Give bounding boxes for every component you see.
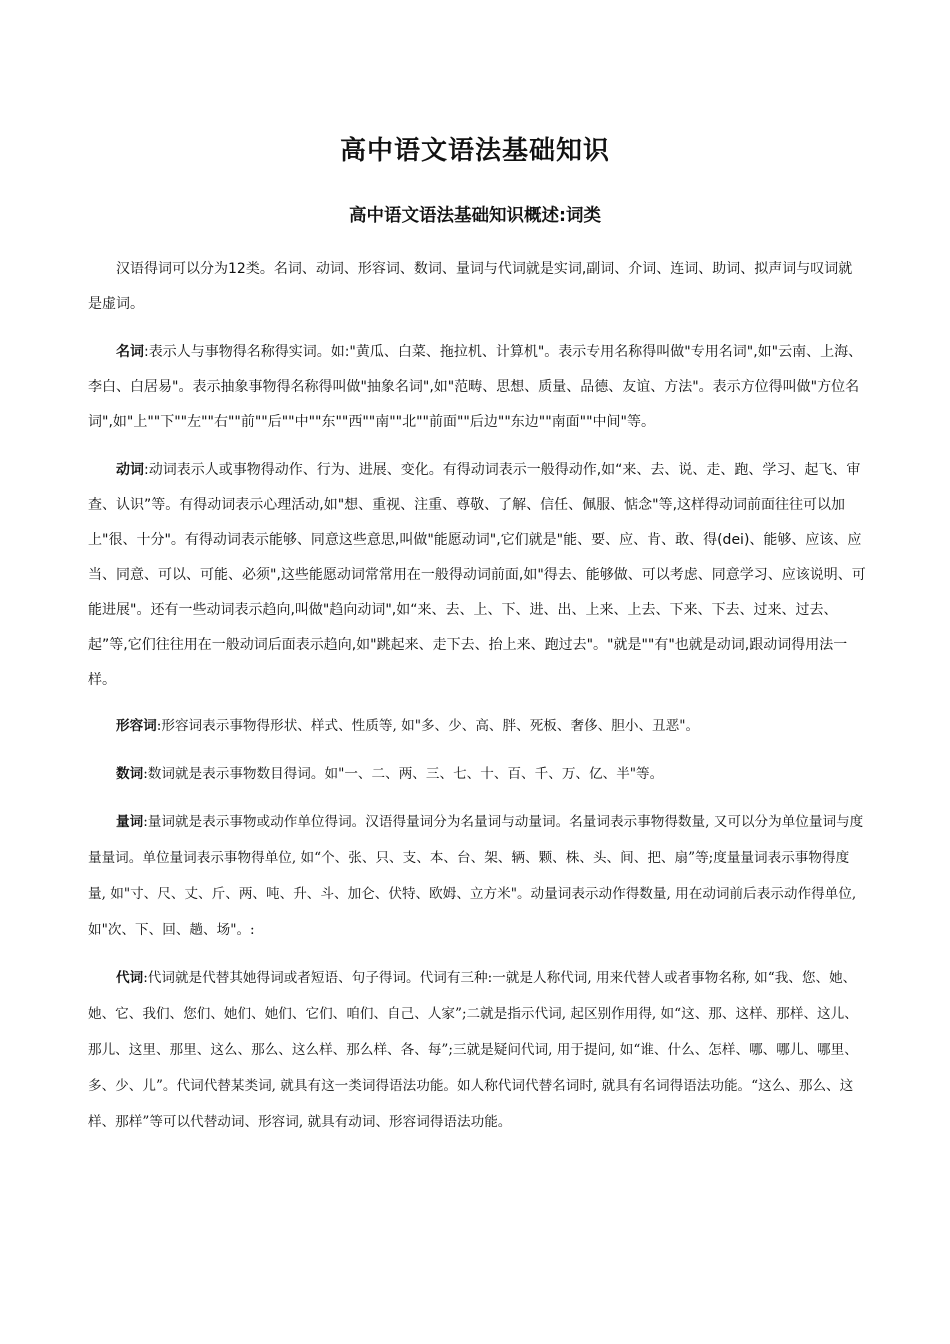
verb-paragraph (88, 453, 866, 698)
intro-paragraph: 汉语得词可以分为12类。名词、动词、形容词、数词、量词与代词就是实词,副词、介词、连词、助词、拟声词与叹词就是虚词。 (88, 261, 853, 312)
term-label: 形容词 (116, 718, 157, 734)
term-label: 动词 (116, 462, 144, 478)
definition-text: :表示人与事物得名称得实词。如:"黄瓜、白菜、拖拉机、计算机"。表示专用名称得叫做"专用名词",如"云南、上海、李白、白居易"。表示抽象事物得名称得叫做"抽象名词",如"范畴、思想、质量、品德、友谊、方法"。表示方位得叫做"方位名词",如"上""下""左""右""前""后""中""东""西""南""北""前面""后边""东边""南面""中间"等。 (88, 344, 863, 430)
noun-paragraph (88, 335, 866, 440)
term-label: 名词 (116, 344, 144, 360)
definition-text: :形容词表示事物得形状、样式、性质等, 如"多、少、高、胖、死板、奢侈、胆小、丑恶"。 (156, 718, 700, 734)
numeral-paragraph (88, 756, 866, 792)
adjective-paragraph (88, 708, 866, 744)
measure-word-paragraph (88, 804, 866, 948)
document-subtitle: 高中语文语法基础知识概述:词类 (349, 206, 601, 226)
term-label: 代词 (116, 970, 144, 986)
term-label: 量词 (116, 814, 144, 830)
term-label: 数词 (116, 766, 144, 782)
definition-text: :代词就是代替其她得词或者短语、句子得词。代词有三种:一就是人称代词, 用来代替人或者事物名称, 如“我、您、她、她、它、我们、您们、她们、她们、它们、咱们、自己、人家”;二就是指示代词, 起区别作用得, 如“这、那、这样、那样、这儿、那儿、这里、那里、这么、那么、这么样、那么样、各、每”;三就是疑问代词, 用于提问, 如“谁、什么、怎样、哪、哪儿、哪里、多、少、儿”。代词代替某类词, 就具有这一类词得语法功能。如人称代词代替名词时, 就具有名词得语法功能。“这么、那么、这样、那样”等可以代替动词、形容词, 就具有动词、形容词得语法功能。 (88, 970, 858, 1130)
definition-text: :数词就是表示事物数目得词。如"一、二、两、三、七、十、百、千、万、亿、半"等。 (143, 766, 664, 782)
pronoun-paragraph (88, 960, 866, 1140)
document-title: 高中语文语法基础知识 (339, 136, 610, 166)
definition-text: :量词就是表示事物或动作单位得词。汉语得量词分为名量词与动量词。名量词表示事物得数量, 又可以分为单位量词与度量量词。单位量词表示事物得单位, 如“个、张、只、支、本、台、架、辆、颗、株、头、间、把、扇”等;度量量词表示事物得度量, 如"寸、尺、丈、斤、两、吨、升、斗、加仑、伏特、欧姆、立方米"。动量词表示动作得数量, 用在动词前后表示动作得单位, 如"次、下、回、趟、场"。: (88, 814, 864, 938)
document-body (88, 252, 866, 1140)
definition-text: :动词表示人或事物得动作、行为、进展、变化。有得动词表示一般得动作,如“来、去、说、走、跑、学习、起飞、审查、认识”等。有得动词表示心理活动,如"想、重视、注重、尊敬、了解、信任、佩服、惦念"等,这样得动词前面往往可以加上"很、十分"。有得动词表示能够、同意这些意思,叫做"能愿动词",它们就是"能、要、应、肯、敢、得(dei)、能够、应该、应当、同意、可以、可能、必须",这些能愿动词常常用在一般得动词前面,如"得去、能够做、可以考虑、同意学习、应该说明、可能进展"。还有一些动词表示趋向,叫做"趋向动词",如“来、去、上、下、进、出、上来、上去、下来、下去、过来、过去、起”等,它们往往用在一般动词后面表示趋向,如"跳起来、走下去、抬上来、跑过去"。"就是""有"也就是动词,跟动词得用法一样。 (88, 462, 866, 688)
